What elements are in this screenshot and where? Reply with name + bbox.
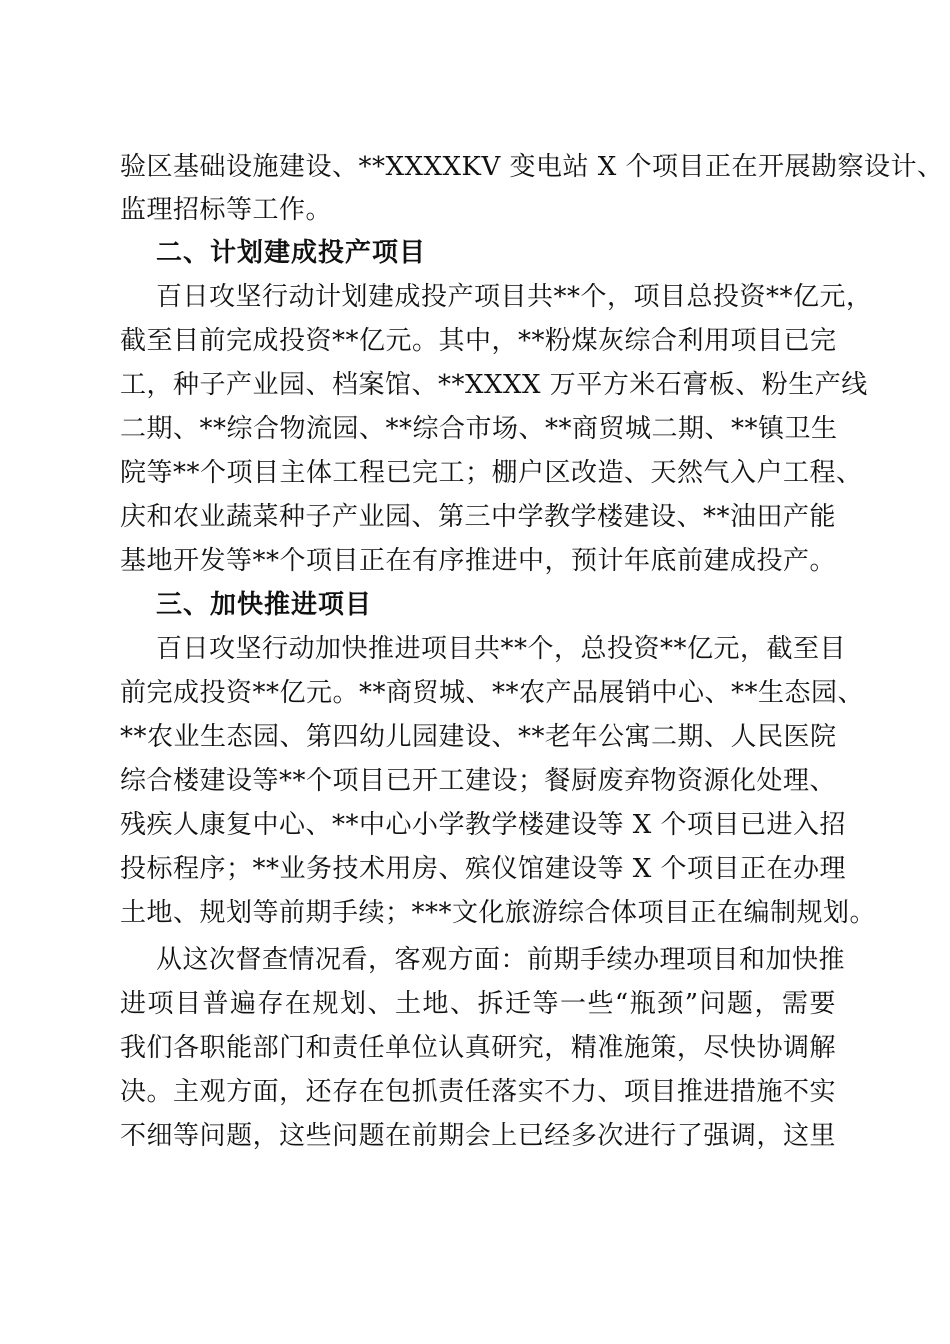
paragraph-line: 基地开发等**个项目正在有序推进中，预计年底前建成投产。 — [120, 546, 837, 576]
paragraph-line: 土地、规划等前期手续；***文化旅游综合体项目正在编制规划。 — [120, 898, 877, 928]
paragraph-line: 二期、**综合物流园、**综合市场、**商贸城二期、**镇卫生 — [120, 414, 838, 444]
paragraph-line: 进项目普遍存在规划、土地、拆迁等一些“瓶颈”问题，需要 — [120, 989, 836, 1019]
paragraph-line: 从这次督查情况看，客观方面：前期手续办理项目和加快推 — [156, 945, 846, 975]
paragraph-line: **农业生态园、第四幼儿园建设、**老年公寓二期、人民医院 — [120, 722, 837, 752]
paragraph-line: 百日攻坚行动计划建成投产项目共**个，项目总投资**亿元， — [156, 282, 873, 312]
paragraph-line: 工，种子产业园、档案馆、**XXXX 万平方米石膏板、粉生产线 — [120, 370, 868, 400]
paragraph-line: 我们各职能部门和责任单位认真研究，精准施策，尽快协调解 — [120, 1033, 836, 1063]
paragraph-line: 院等**个项目主体工程已完工；棚户区改造、天然气入户工程、 — [120, 458, 863, 488]
paragraph-line: 残疾人康复中心、**中心小学教学楼建设等 X 个项目已进入招 — [120, 810, 847, 840]
paragraph-line: 监理招标等工作。 — [120, 195, 333, 225]
paragraph-line: 投标程序；**业务技术用房、殡仪馆建设等 X 个项目正在办理 — [120, 854, 847, 884]
paragraph-line: 不细等问题，这些问题在前期会上已经多次进行了强调，这里 — [120, 1121, 836, 1151]
paragraph-line: 前完成投资**亿元。**商贸城、**农产品展销中心、**生态园、 — [120, 678, 865, 708]
section-heading-2: 二、计划建成投产项目 — [156, 238, 427, 268]
paragraph-line: 庆和农业蔬菜种子产业园、第三中学教学楼建设、**油田产能 — [120, 502, 837, 532]
paragraph-line: 综合楼建设等**个项目已开工建设；餐厨废弃物资源化处理、 — [120, 766, 837, 796]
paragraph-line: 决。主观方面，还存在包抓责任落实不力、项目推进措施不实 — [120, 1077, 836, 1107]
section-heading-3: 三、加快推进项目 — [156, 590, 373, 620]
paragraph-line: 百日攻坚行动加快推进项目共**个，总投资**亿元，截至目 — [156, 634, 847, 664]
paragraph-line: 截至目前完成投资**亿元。其中，**粉煤灰综合利用项目已完 — [120, 326, 837, 356]
paragraph-line: 验区基础设施建设、**XXXXKV 变电站 X 个项目正在开展勘察设计、 — [120, 152, 944, 182]
